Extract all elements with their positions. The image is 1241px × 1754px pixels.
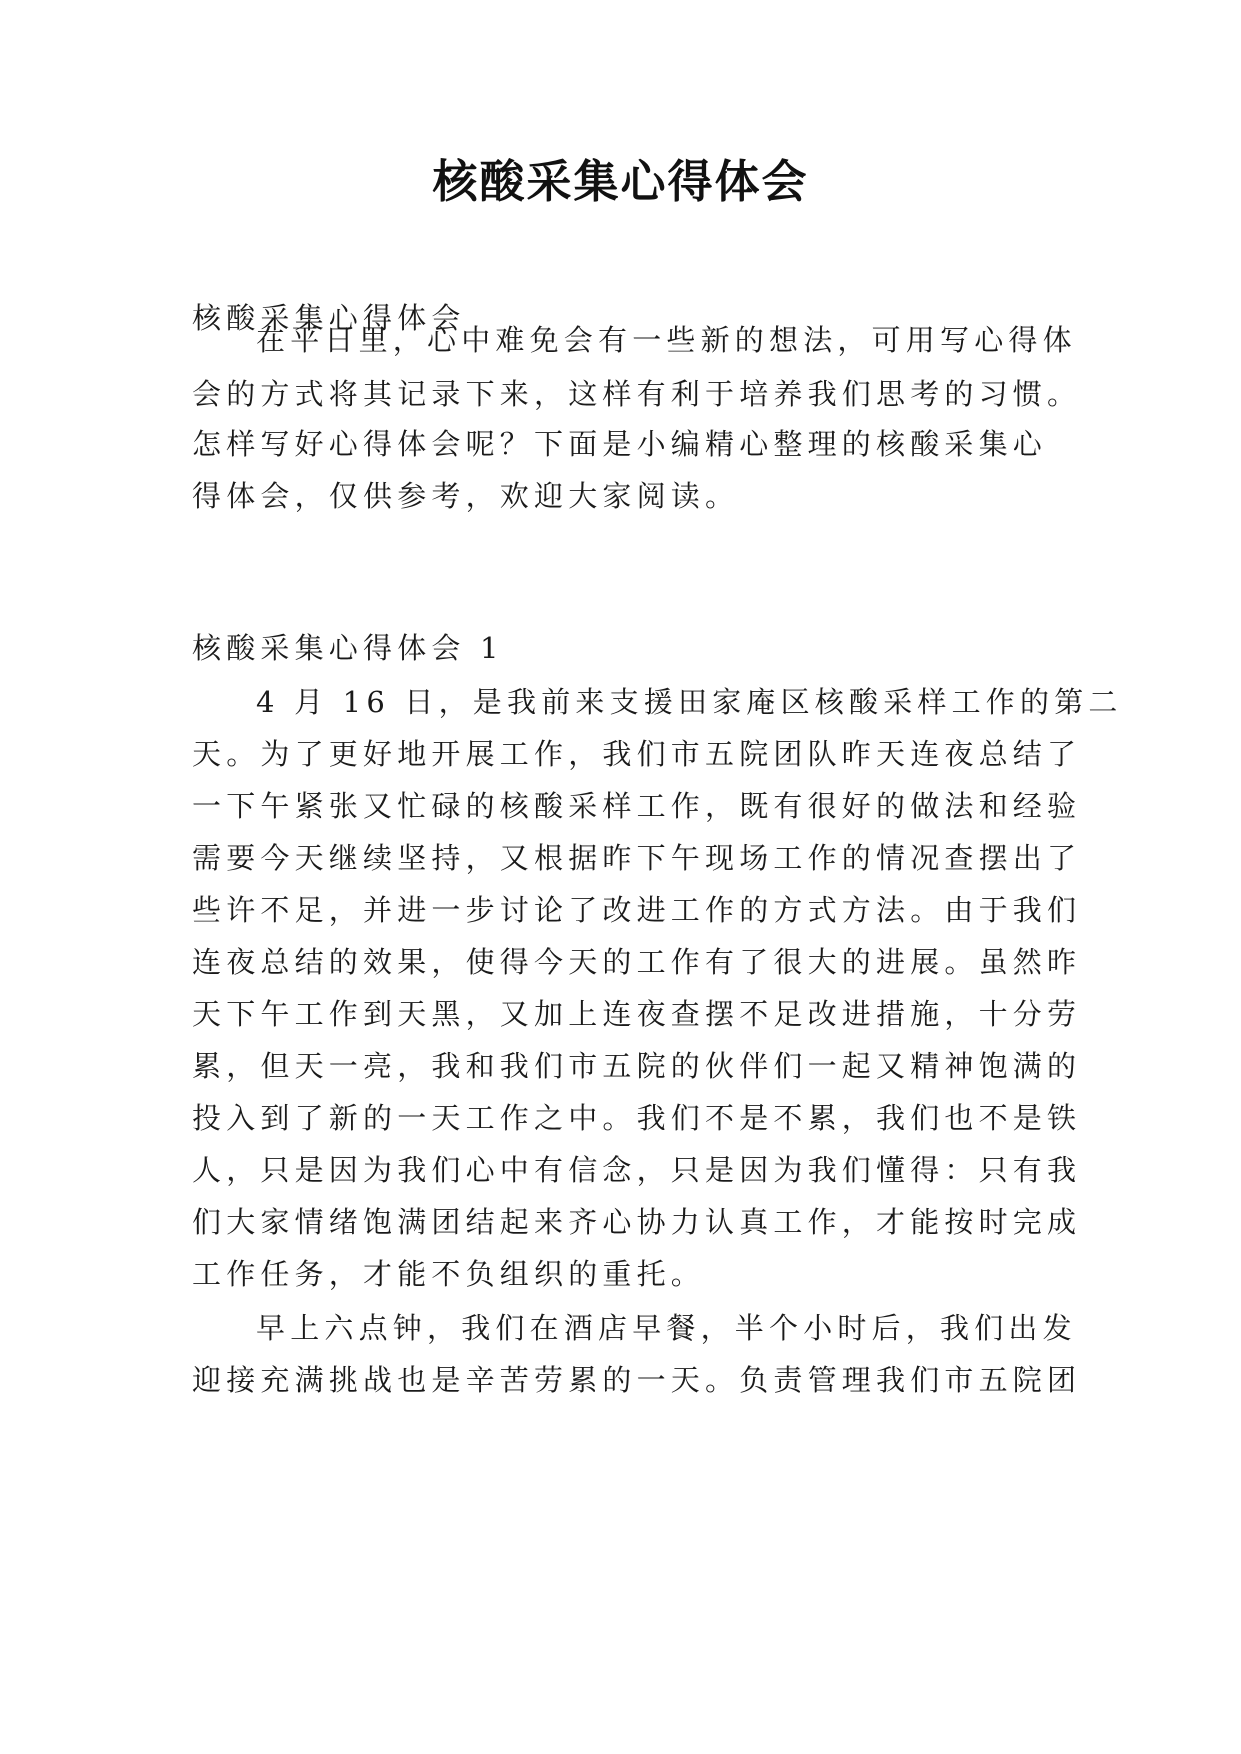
intro-line-2: 会的方式将其记录下来，这样有利于培养我们思考的习惯。 xyxy=(192,377,1082,411)
intro-line-4: 得体会，仅供参考，欢迎大家阅读。 xyxy=(192,479,740,513)
section1-p1-line-10: 人，只是因为我们心中有信念，只是因为我们懂得：只有我 xyxy=(192,1153,1082,1187)
section1-heading: 核酸采集心得体会 1 xyxy=(192,631,504,665)
intro-line-3: 怎样写好心得体会呢？下面是小编精心整理的核酸采集心 xyxy=(192,427,1048,461)
section1-p1-line-3: 一下午紧张又忙碌的核酸采样工作，既有很好的做法和经验 xyxy=(192,789,1082,823)
section1-p1-line-6: 连夜总结的效果，使得今天的工作有了很大的进展。虽然昨 xyxy=(192,945,1082,979)
section1-p1-line-5: 些许不足，并进一步讨论了改进工作的方式方法。由于我们 xyxy=(192,893,1082,927)
section1-p1-line-7: 天下午工作到天黑，又加上连夜查摆不足改进措施，十分劳 xyxy=(192,997,1082,1031)
section1-p2-line-2: 迎接充满挑战也是辛苦劳累的一天。负责管理我们市五院团 xyxy=(192,1363,1082,1397)
section1-p1-line-1: 4 月 16 日，是我前来支援田家庵区核酸采样工作的第二 xyxy=(256,685,1123,719)
intro-line-1: 在平日里，心中难免会有一些新的想法，可用写心得体 xyxy=(256,323,1077,357)
section1-p1-line-9: 投入到了新的一天工作之中。我们不是不累，我们也不是铁 xyxy=(192,1101,1082,1135)
section1-p1-line-11: 们大家情绪饱满团结起来齐心协力认真工作，才能按时完成 xyxy=(192,1205,1082,1239)
page-title: 核酸采集心得体会 xyxy=(432,155,809,208)
section1-p2-line-1: 早上六点钟，我们在酒店早餐，半个小时后，我们出发 xyxy=(256,1311,1077,1345)
section1-p1-line-2: 天。为了更好地开展工作，我们市五院团队昨天连夜总结了 xyxy=(192,737,1082,771)
section1-p1-line-8: 累，但天一亮，我和我们市五院的伙伴们一起又精神饱满的 xyxy=(192,1049,1082,1083)
intro-heading: 核酸采集心得体会 xyxy=(192,301,466,335)
section1-p1-line-12: 工作任务，才能不负组织的重托。 xyxy=(192,1257,706,1291)
section1-p1-line-4: 需要今天继续坚持，又根据昨下午现场工作的情况查摆出了 xyxy=(192,841,1082,875)
